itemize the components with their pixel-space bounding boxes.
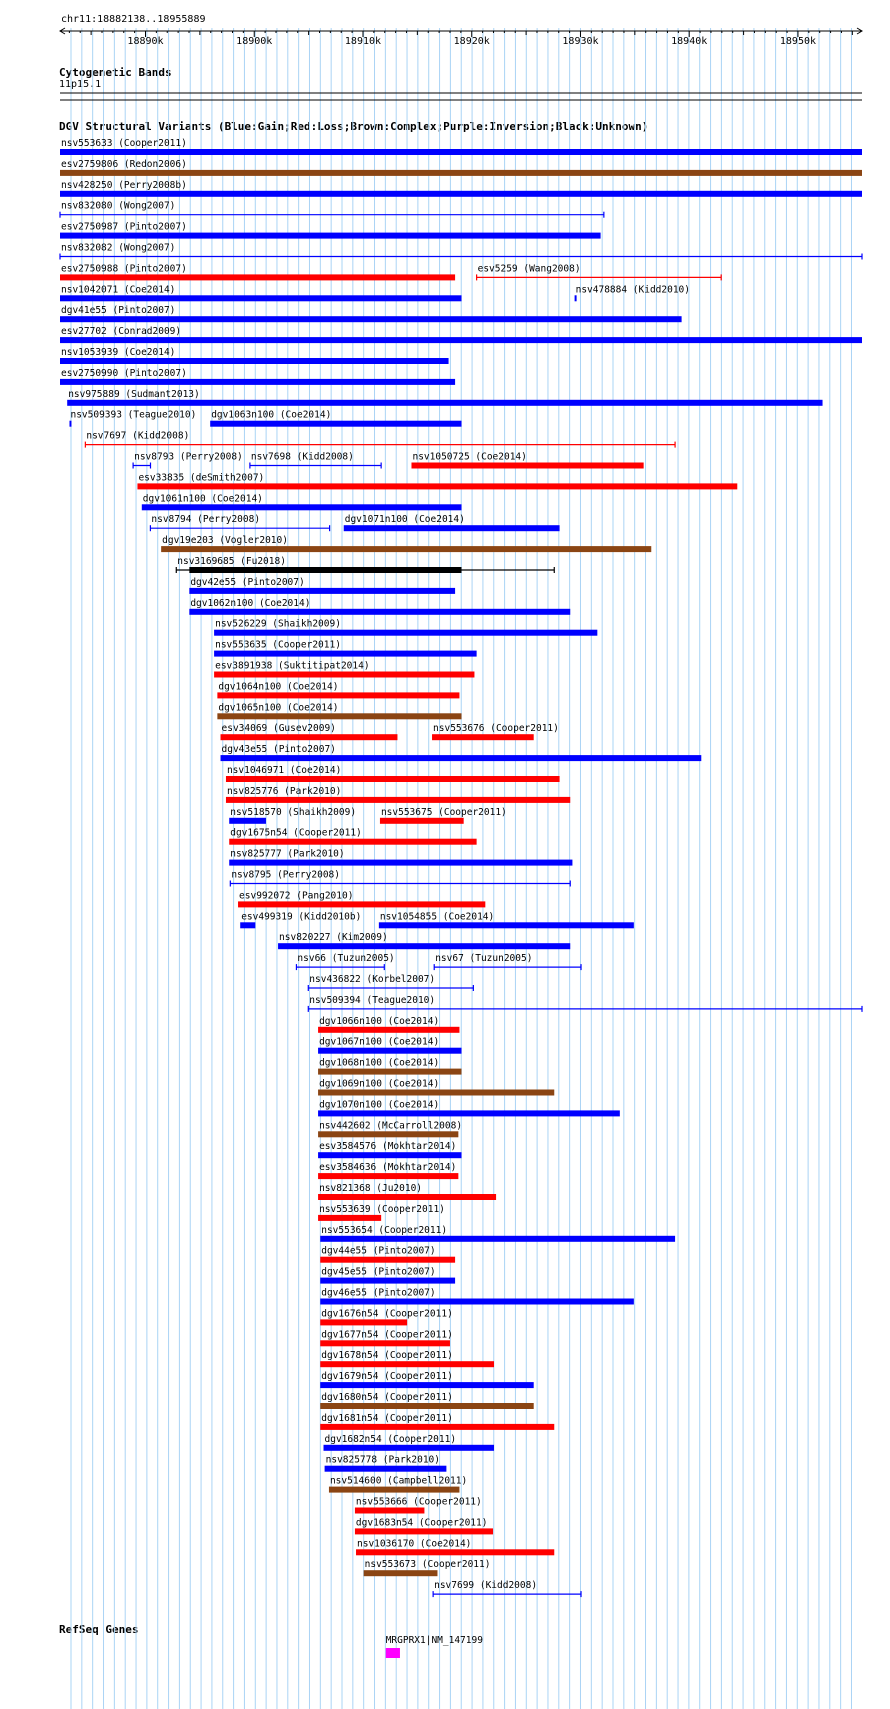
variant-label: esv2759806 (Redon2006) — [61, 158, 187, 170]
variant-label: nsv821368 (Ju2010) — [319, 1183, 423, 1194]
variant-bar — [432, 734, 534, 740]
variant-label: nsv1050725 (Coe2014) — [412, 451, 527, 463]
variant-bar — [364, 1570, 438, 1576]
variant-label: dgv1062n100 (Coe2014) — [190, 597, 311, 609]
variant-label: nsv1042071 (Coe2014) — [61, 284, 176, 296]
ruler-tick-label: 18930k — [562, 36, 599, 47]
variant-bar — [320, 1257, 455, 1263]
ruler-tick-label: 18910k — [344, 36, 382, 47]
variant-label: nsv518570 (Shaikh2009) — [230, 806, 357, 818]
variant-bar — [210, 421, 461, 427]
variant-bar — [318, 1131, 458, 1137]
variant-label: nsv820227 (Kim2009) — [279, 932, 388, 944]
variant-label: dgv1676n54 (Cooper2011) — [321, 1308, 453, 1320]
variant-bar — [60, 379, 455, 385]
variant-bar — [226, 776, 560, 782]
variant-label: dgv1680n54 (Cooper2011) — [321, 1392, 453, 1403]
variant-bar — [320, 1319, 407, 1325]
variant-bar — [355, 1508, 424, 1514]
variant-bar — [318, 1048, 461, 1054]
variant-bar — [137, 483, 737, 489]
variant-bar — [380, 818, 464, 824]
variant-bar — [318, 1194, 496, 1200]
variant-bar — [214, 672, 474, 678]
variant-bar — [60, 358, 449, 364]
ruler-tick-label: 18920k — [453, 36, 490, 47]
variant-label: esv3584576 (Mokhtar2014) — [319, 1141, 457, 1153]
variant-label: nsv825778 (Park2010) — [325, 1454, 440, 1466]
variant-label: dgv1061n100 (Coe2014) — [142, 493, 263, 505]
variant-label: esv3584636 (Mokhtar2014) — [319, 1162, 457, 1174]
dgv-track-title: DGV Structural Variants (Blue:Gain;Red:Loss;Brown:Complex;Purple:Inversion;Black:Unknown) — [59, 120, 649, 133]
variant-bar — [238, 901, 485, 907]
variant-bar — [60, 191, 862, 197]
variant-label: nsv67 (Tuzun2005) — [435, 953, 533, 965]
gene-feature — [386, 1648, 400, 1658]
variant-label: dgv1070n100 (Coe2014) — [319, 1099, 440, 1111]
variant-label: dgv44e55 (Pinto2007) — [321, 1245, 436, 1257]
variant-label: esv2750988 (Pinto2007) — [61, 263, 187, 275]
variant-label: nsv8794 (Perry2008) — [151, 514, 261, 526]
variant-label: esv27702 (Conrad2009) — [61, 326, 182, 338]
variant-label: esv2750987 (Pinto2007) — [61, 221, 187, 233]
variant-bar — [221, 734, 398, 740]
variant-bar — [60, 274, 455, 280]
ruler-tick-label: 18950k — [779, 36, 817, 47]
variant-label: dgv1677n54 (Cooper2011) — [321, 1329, 453, 1341]
refseq-track-title: RefSeq Genes — [59, 1623, 139, 1636]
variant-bar — [318, 1069, 461, 1075]
variant-bar — [318, 1027, 459, 1033]
variant-label: nsv442602 (McCarroll2008) — [319, 1120, 463, 1132]
ruler-tick-label: 18940k — [671, 36, 708, 47]
variant-bar — [60, 316, 682, 322]
variant-label: dgv1679n54 (Cooper2011) — [321, 1371, 453, 1383]
variant-label: dgv1063n100 (Coe2014) — [211, 409, 332, 421]
variant-label: dgv1064n100 (Coe2014) — [218, 681, 339, 693]
variant-bar — [318, 1090, 554, 1096]
cytogenetic-title: Cytogenetic Bands — [59, 66, 172, 79]
variant-label: nsv553654 (Cooper2011) — [321, 1224, 448, 1236]
variant-label: nsv7697 (Kidd2008) — [86, 430, 190, 442]
variant-label: nsv553673 (Cooper2011) — [364, 1559, 491, 1571]
variant-label: dgv45e55 (Pinto2007) — [321, 1266, 436, 1278]
variant-bar — [318, 1152, 461, 1158]
variant-label: dgv1071n100 (Coe2014) — [344, 514, 465, 526]
variant-label: nsv66 (Tuzun2005) — [297, 953, 395, 965]
variant-label: nsv436822 (Korbel2007) — [309, 974, 436, 985]
variant-label: nsv832082 (Wong2007) — [61, 242, 176, 254]
variant-label: nsv1054855 (Coe2014) — [379, 911, 495, 923]
variant-bar — [189, 609, 570, 615]
variant-label: nsv553666 (Cooper2011) — [355, 1496, 482, 1508]
variant-label: dgv19e203 (Vogler2010) — [162, 535, 288, 547]
variant-label: dgv46e55 (Pinto2007) — [321, 1287, 436, 1299]
variant-label: esv992072 (Pang2010) — [239, 890, 354, 902]
variant-bar — [318, 1215, 381, 1221]
variant-label: nsv553635 (Cooper2011) — [215, 639, 341, 651]
ruler-tick-label: 18900k — [236, 36, 273, 47]
variant-label: dgv42e55 (Pinto2007) — [190, 576, 305, 588]
variant-label: nsv514600 (Campbell2011) — [329, 1475, 468, 1487]
variant-bar — [69, 421, 71, 427]
variant-label: nsv832080 (Wong2007) — [61, 200, 176, 212]
variant-label: dgv1681n54 (Cooper2011) — [321, 1412, 453, 1424]
variant-label: dgv1683n54 (Cooper2011) — [355, 1517, 488, 1529]
variant-label: dgv1066n100 (Coe2014) — [319, 1015, 440, 1027]
variant-label: nsv526229 (Shaikh2009) — [215, 618, 341, 630]
variant-bar — [320, 1236, 675, 1242]
variant-bar — [320, 1340, 450, 1346]
variant-label: esv3891938 (Suktitipat2014) — [215, 660, 370, 672]
variant-bar — [324, 1445, 495, 1451]
variant-label: nsv509393 (Teague2010) — [70, 409, 197, 421]
variant-label: nsv553633 (Cooper2011) — [61, 138, 187, 149]
variant-label: dgv1675n54 (Cooper2011) — [230, 827, 362, 839]
variant-bar — [355, 1528, 493, 1534]
variant-label: dgv1682n54 (Cooper2011) — [324, 1433, 457, 1445]
variant-bar — [318, 1173, 458, 1179]
variant-label: dgv41e55 (Pinto2007) — [61, 305, 176, 317]
variant-bar — [226, 797, 570, 803]
variant-label: dgv1065n100 (Coe2014) — [218, 702, 339, 714]
variant-label: esv5259 (Wang2008) — [477, 263, 581, 275]
variant-bar — [60, 337, 862, 343]
variant-bar — [189, 567, 461, 573]
variant-label: nsv7698 (Kidd2008) — [250, 451, 354, 463]
variant-bar — [60, 233, 601, 239]
variant-bar — [221, 755, 702, 761]
variant-bar — [229, 839, 476, 845]
variant-label: nsv825776 (Park2010) — [226, 785, 342, 797]
variant-label: nsv1053939 (Coe2014) — [61, 347, 176, 358]
variant-label: nsv553675 (Cooper2011) — [380, 806, 507, 818]
variant-label: nsv509394 (Teague2010) — [309, 994, 436, 1006]
variant-bar — [318, 1110, 620, 1116]
variant-bar — [329, 1487, 459, 1493]
variant-bar — [60, 149, 862, 155]
variant-label: nsv825777 (Park2010) — [230, 848, 345, 860]
variant-label: nsv1046971 (Coe2014) — [226, 765, 342, 776]
variant-label: dgv43e55 (Pinto2007) — [221, 744, 336, 756]
variant-bar — [240, 922, 255, 928]
variant-bar — [320, 1361, 494, 1367]
variant-bar — [411, 463, 643, 469]
variant-bar — [67, 400, 822, 406]
variant-bar — [214, 630, 597, 636]
variant-bar — [217, 713, 461, 719]
variant-bar — [320, 1403, 533, 1409]
ruler-tick-label: 18890k — [127, 36, 164, 47]
variant-bar — [229, 818, 266, 824]
variant-bar — [217, 692, 459, 698]
variant-bar — [344, 525, 560, 531]
variant-bar — [379, 922, 634, 928]
variant-label: dgv1678n54 (Cooper2011) — [321, 1350, 453, 1362]
variant-bar — [320, 1424, 554, 1430]
variant-label: nsv478884 (Kidd2010) — [575, 284, 690, 296]
gene-label: MRGPRX1|NM_147199 — [385, 1635, 483, 1646]
variant-label: nsv3169685 (Fu2018) — [177, 556, 286, 567]
variant-bar — [60, 170, 862, 176]
variant-label: nsv975889 (Sudmant2013) — [68, 388, 200, 400]
variant-label: nsv553639 (Cooper2011) — [319, 1203, 445, 1215]
variant-bar — [189, 588, 455, 594]
variant-label: dgv1068n100 (Coe2014) — [319, 1057, 440, 1069]
variant-bar — [229, 860, 572, 866]
variant-bar — [214, 651, 477, 657]
variant-bar — [60, 295, 462, 301]
variant-label: esv34069 (Gusev2009) — [221, 723, 336, 735]
variant-label: dgv1067n100 (Coe2014) — [319, 1036, 440, 1048]
variant-label: nsv428250 (Perry2008b) — [61, 179, 187, 191]
variant-label: esv2750990 (Pinto2007) — [61, 367, 187, 379]
variant-bar — [575, 295, 577, 301]
variant-label: esv499319 (Kidd2010b) — [241, 911, 362, 923]
variant-bar — [356, 1549, 554, 1555]
cytogenetic-band-label: 11p15.1 — [59, 79, 102, 90]
variant-label: nsv8793 (Perry2008) — [134, 451, 243, 463]
variant-bar — [320, 1382, 533, 1388]
region-label: chr11:18882138..18955889 — [61, 14, 206, 25]
variant-label: nsv553676 (Cooper2011) — [433, 723, 559, 735]
variant-bar — [320, 1299, 634, 1305]
variant-label: nsv1036170 (Coe2014) — [357, 1538, 472, 1550]
variant-label: nsv8795 (Perry2008) — [231, 869, 340, 881]
variant-bar — [142, 504, 462, 510]
variant-label: dgv1069n100 (Coe2014) — [319, 1078, 440, 1090]
variant-bar — [325, 1466, 447, 1472]
variant-bar — [161, 546, 651, 552]
variant-label: nsv7699 (Kidd2008) — [434, 1580, 538, 1592]
variant-bar — [278, 943, 570, 949]
variant-bar — [320, 1278, 455, 1284]
variant-label: esv33835 (deSmith2007) — [138, 472, 265, 484]
